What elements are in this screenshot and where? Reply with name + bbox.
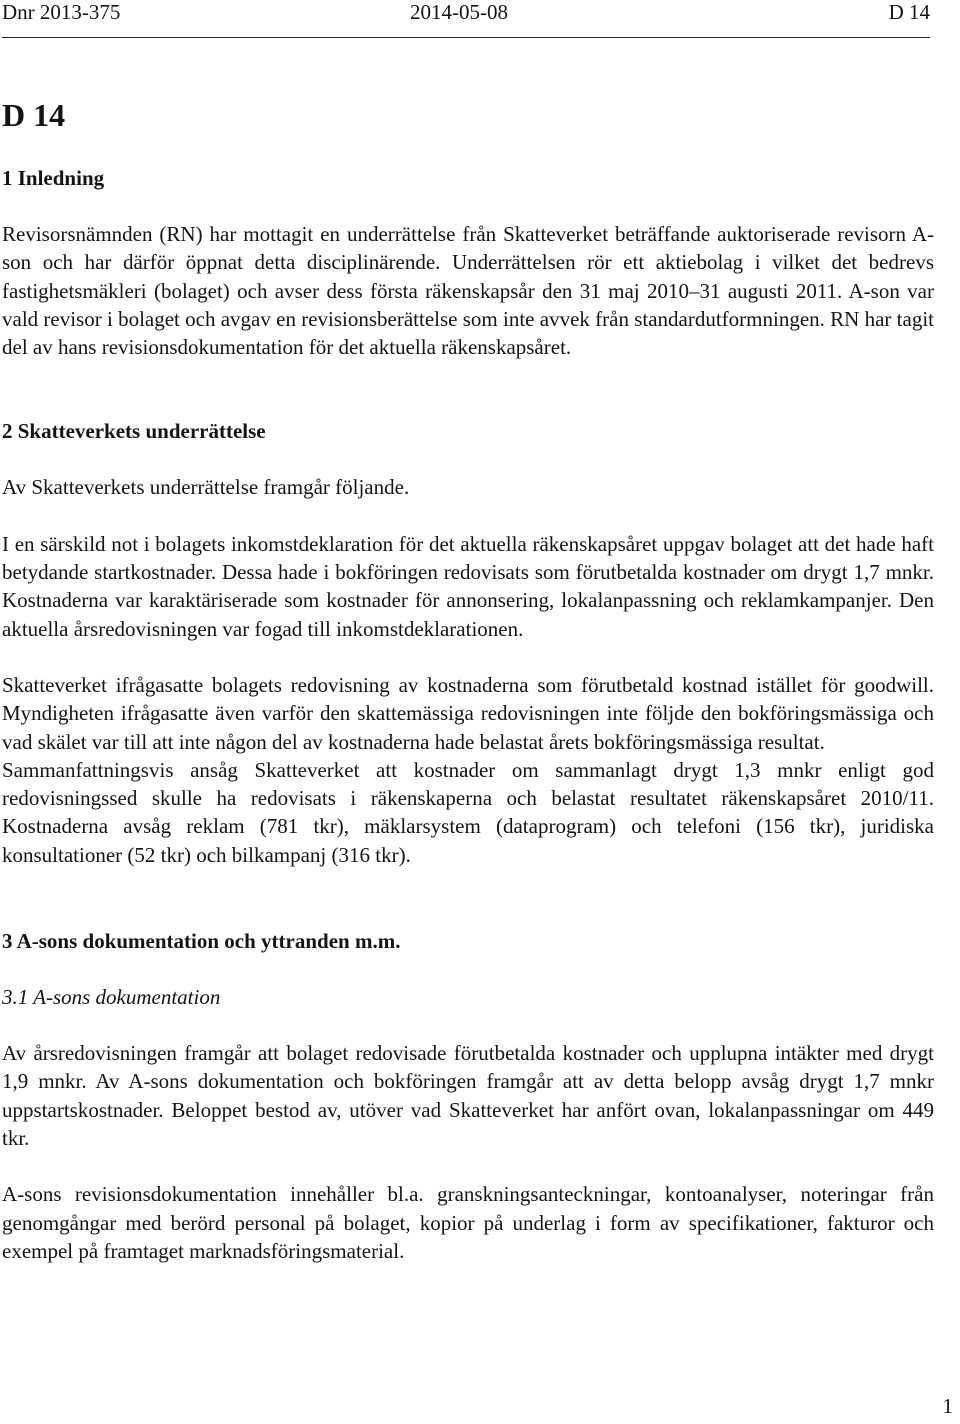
section-3-1-paragraph-2: A-sons revisionsdokumentation innehåller bl.a. granskningsanteckningar, kontoanalyser, noteringar från genomgångar med berörd personal på bolaget, kopior på underlag i form av specifikationer, fakturor och exempel på framtaget marknadsföringsmaterial. [2, 1182, 934, 1263]
section-1-paragraph-1: Revisorsnämnden (RN) har mottagit en underrättelse från Skatteverket beträffande auktoriserade revisorn A-son och har därför öppnat detta disciplinärende. Underrättelsen rör ett aktiebolag i vilket det bedrevs fastighetsmäkleri (bolaget) och avser dess första räkenskapsår den 31 maj 2010–31 augusti 2011. A-son var vald revisor i bolaget och avgav en revisionsberättelse som inte avvek från standardutformningen. RN har tagit del av hans revisionsdokumentation för det aktuella räkenskapsåret. [2, 222, 934, 360]
section-3-heading: 3 A-sons dokumentation och yttranden m.m. [2, 929, 401, 954]
page-number: 1 [942, 1394, 953, 1418]
header-reference-number: Dnr 2013-375 [2, 0, 121, 24]
section-2-paragraph-2: I en särskild not i bolagets inkomstdeklaration för det aktuella räkenskapsåret uppgav bolaget att det hade haft betydande startkostnader. Dessa hade i bokföringen redovisats som förutbetalda kostnader om drygt 1,7 mnkr. Kostnaderna var karaktäriserade som kostnader för annonsering, lokalanpassning och reklamkampanjer. Den aktuella årsredovisningen var fogad till inkomstdeklarationen. [2, 531, 934, 641]
section-3-1-heading: 3.1 A-sons dokumentation [2, 985, 221, 1010]
page-header [2, 0, 930, 38]
header-date: 2014-05-08 [410, 0, 508, 24]
section-3-1-paragraph-1: Av årsredovisningen framgår att bolaget redovisade förutbetalda kostnader och upplupna intäkter med drygt 1,9 mnkr. Av A-sons dokumentation och bokföringen framgår att av detta belopp avsåg drygt 1,7 mnkr uppstartskostnader. Beloppet bestod av, utöver vad Skatteverket har anfört ovan, lokalanpassningar om 449 tkr. [2, 1041, 934, 1150]
document-title: D 14 [2, 97, 66, 133]
header-document-id: D 14 [888, 0, 930, 24]
section-2-paragraph-3: Skatteverket ifrågasatte bolagets redovisning av kostnaderna som förutbetald kostnad istället för goodwill. Myndigheten ifrågasatte även varför den skattemässiga redovisningen inte följde den bokföringsmässiga och vad skälet var till att inte någon del av kostnaderna hade belastat årets bokföringsmässiga resultat. [2, 672, 934, 754]
section-2-paragraph-1: Av Skatteverkets underrättelse framgår följande. [2, 475, 410, 500]
section-2-paragraph-4: Sammanfattningsvis ansåg Skatteverket att kostnader om sammanlagt drygt 1,3 mnkr enligt god redovisningssed skulle ha redovisats i räkenskaperna och belastat resultatet räkenskapsåret 2010/11. Kostnaderna avsåg reklam (781 tkr), mäklarsystem (dataprogram) och telefoni (156 tkr), juridiska konsultationer (52 tkr) och bilkampanj (316 tkr). [2, 757, 934, 867]
section-2-heading: 2 Skatteverkets underrättelse [2, 419, 266, 444]
document-body [2, 94, 934, 1265]
section-1-heading: 1 Inledning [2, 166, 105, 190]
